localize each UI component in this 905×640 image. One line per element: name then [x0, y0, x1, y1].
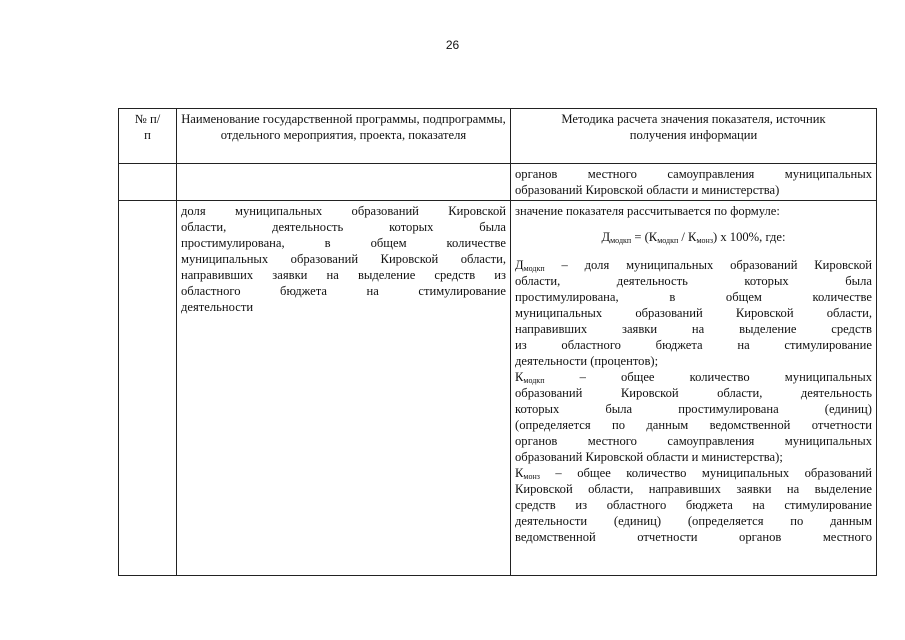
definition-line: области, деятельность которых была [515, 274, 872, 288]
continuation-line: образований Кировской области и министерства) [515, 183, 780, 197]
definition-line: образований Кировской области, деятельность [515, 386, 872, 400]
definition-line: деятельности (единиц) (определяется по данным [515, 514, 872, 528]
formula-part: / К [678, 230, 697, 244]
definition-symbol: К [515, 370, 524, 384]
definition-line [515, 257, 872, 273]
definition-subscript: модкп [523, 376, 545, 385]
method-intro: значение показателя рассчитывается по формуле: [515, 204, 780, 218]
formula-part: = (К [631, 230, 658, 244]
indicator-name-line: доля муниципальных образований Кировской [181, 204, 506, 218]
definition-text: – общее количество муниципальных [544, 370, 872, 384]
header-method [511, 109, 877, 164]
definition-line: деятельности (процентов); [515, 354, 659, 368]
definition-line: из областного бюджета на стимулирование [515, 338, 872, 352]
definition-subscript: модкп [523, 264, 545, 273]
header-name [177, 109, 511, 164]
continuation-row [119, 164, 877, 201]
header-number-label: № п/п [134, 112, 161, 142]
header-method-label: Методика расчета значения показателя, источник получения информации [561, 112, 826, 142]
indicator-name-line: области, деятельность которых была [181, 220, 506, 234]
indicator-name-cell [177, 201, 511, 576]
definition-line: (определяется по данным ведомственной отчетности [515, 418, 872, 432]
indicator-name-line: муниципальных образований Кировской области, [181, 252, 506, 266]
table-header-row [119, 109, 877, 164]
indicator-method-cell [511, 201, 877, 576]
formula-symbol: Д [601, 230, 611, 244]
continuation-method-cell [511, 164, 877, 201]
formula-subscript: модкп [657, 236, 679, 245]
definition-line [515, 465, 872, 481]
indicator-row [119, 201, 877, 576]
indicator-name-line: деятельности [181, 300, 254, 314]
definition-text: – общее количество муниципальных образований [539, 466, 872, 480]
formula-subscript: монз [696, 236, 713, 245]
header-number [119, 109, 177, 164]
continuation-name-cell [177, 164, 511, 201]
indicator-name-line: направивших заявки на выделение средств из [181, 268, 506, 282]
formula-subscript: модкп [610, 236, 632, 245]
indicator-num-cell [119, 201, 177, 576]
definition-symbol: Д [515, 258, 524, 272]
indicator-name-line: областного бюджета на стимулирование [181, 284, 506, 298]
definition-line: ведомственной отчетности органов местного [515, 530, 872, 544]
definition-line [515, 369, 872, 385]
definition-line: простимулирована, в общем количестве [515, 290, 872, 304]
definition-text: – доля муниципальных образований Кировской [544, 258, 872, 272]
formula [515, 229, 872, 245]
definition-line: муниципальных образований Кировской области, [515, 306, 872, 320]
definition-line: Кировской области, направивших заявки на выделение [515, 482, 872, 496]
definition-line: которых была простимулирована (единиц) [515, 402, 872, 416]
definition-line: органов местного самоуправления муниципальных [515, 434, 872, 448]
indicator-table [118, 108, 877, 576]
page-number: 26 [445, 38, 460, 52]
header-name-label: Наименование государственной программы, подпрограммы, отдельного мероприятия, проекта, показателя [181, 112, 506, 142]
definition-symbol: К [515, 466, 524, 480]
indicator-name-line: простимулирована, в общем количестве [181, 236, 506, 250]
formula-part: ) x 100%, где: [712, 230, 786, 244]
definition-subscript: монз [523, 472, 540, 481]
continuation-num-cell [119, 164, 177, 201]
definition-line: образований Кировской области и министерства); [515, 450, 783, 464]
definition-line: средств из областного бюджета на стимулирование [515, 498, 872, 512]
definition-line: направивших заявки на выделение средств [515, 322, 872, 336]
continuation-line: органов местного самоуправления муниципальных [515, 167, 872, 181]
